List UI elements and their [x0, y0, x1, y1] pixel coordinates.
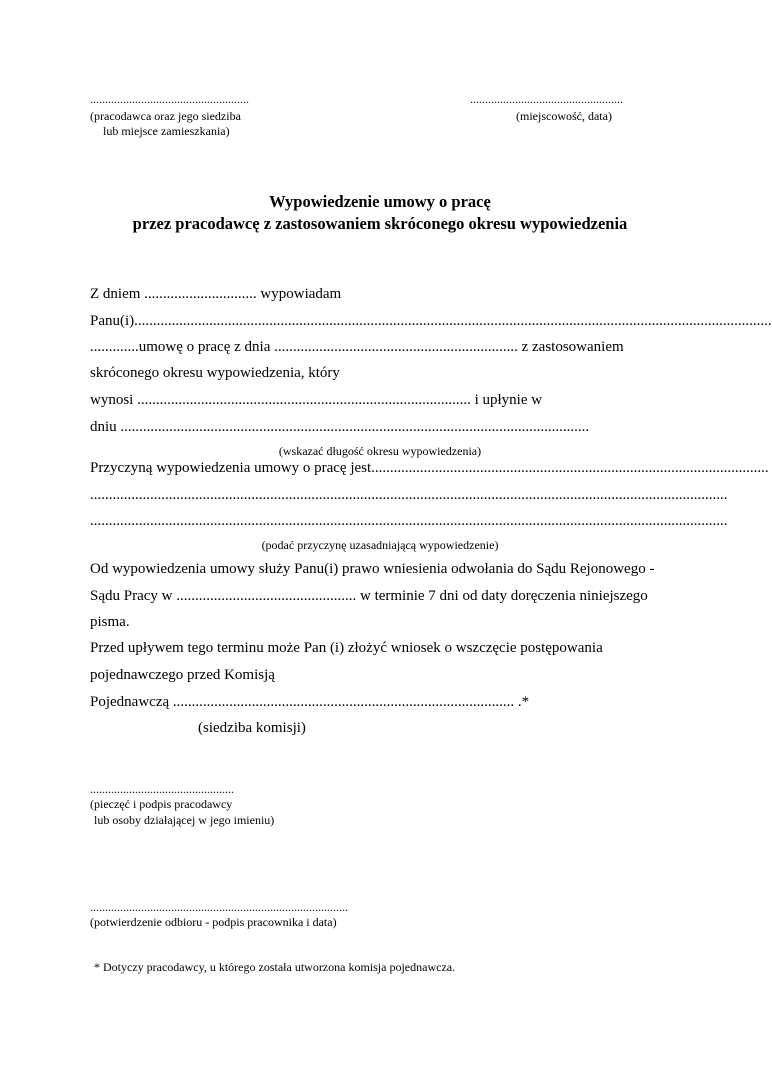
place-date-label: (miejscowość, data) — [516, 109, 612, 123]
letter-word-line: pisma. — [90, 614, 130, 630]
end-date-line: dniu ............................................................................................................................. — [90, 419, 590, 435]
employee-prefix: Panu(i) — [90, 313, 135, 329]
employer-dots: ..................................................... — [90, 92, 249, 106]
shortened-period-line: skróconego okresu wypowiedzenia, który — [90, 365, 340, 381]
receipt-label: (potwierdzenie odbioru - podpis pracownika i data) — [90, 915, 337, 929]
receipt-dots: ...................................................................................... — [90, 900, 348, 914]
appeal-right-line: Od wypowiedzenia umowy służy Panu(i) prawo wniesienia odwołania do Sądu Rejonowego - — [90, 561, 655, 577]
commission-seat-note: (siedziba komisji) — [198, 720, 306, 736]
employee-dots: .......................................................................................................................................................................... — [134, 313, 772, 329]
contract-date-line: .............umowę o pracę z dnia ................................................................. z zastosowaniem — [90, 339, 624, 355]
reason-line — [90, 458, 769, 478]
reason-dots-line-3: .......................................................................................................................................................................... — [90, 513, 728, 529]
reason-prefix: Przyczyną wypowiedzenia umowy o pracę jest — [90, 460, 372, 476]
commission-line: pojednawczego przed Komisją — [90, 667, 275, 683]
reason-note: (podać przyczynę uzasadniającą wypowiedzenie) — [261, 538, 499, 552]
signature-label-line2: lub osoby działającej w jego imieniu) — [94, 813, 275, 827]
period-length-line: wynosi ......................................................................................... i upłynie w — [90, 392, 543, 408]
employer-label-line2: lub miejsce zamieszkania) — [103, 124, 230, 138]
commission-seat-line: Pojednawczą ........................................................................................... .* — [90, 694, 530, 710]
reason-dots-line-2: .......................................................................................................................................................................... — [90, 487, 728, 503]
signature-dots: ................................................ — [90, 782, 234, 796]
period-note: (wskazać długość okresu wypowiedzenia) — [278, 444, 482, 458]
place-date-dots: ................................................... — [470, 92, 623, 106]
labour-court-line: Sądu Pracy w ................................................ w terminie 7 dni od daty doręczenia niniejszego — [90, 588, 648, 604]
document-subtitle: przez pracodawcę z zastosowaniem skróconego okresu wypowiedzenia — [132, 214, 628, 233]
signature-label-line1: (pieczęć i podpis pracodawcy — [90, 797, 233, 811]
notice-date-line: Z dniem .............................. wypowiadam — [90, 286, 342, 302]
employer-label-line1: (pracodawca oraz jego siedziba — [90, 109, 241, 123]
employee-name-line — [90, 311, 772, 331]
conciliation-line: Przed upływem tego terminu może Pan (i) złożyć wniosek o wszczęcie postępowania — [90, 640, 603, 656]
reason-dots: .......................................................................................................... — [371, 460, 769, 476]
footnote: * Dotyczy pracodawcy, u którego została utworzona komisja pojednawcza. — [94, 960, 456, 974]
document-title: Wypowiedzenie umowy o pracę — [269, 192, 491, 211]
